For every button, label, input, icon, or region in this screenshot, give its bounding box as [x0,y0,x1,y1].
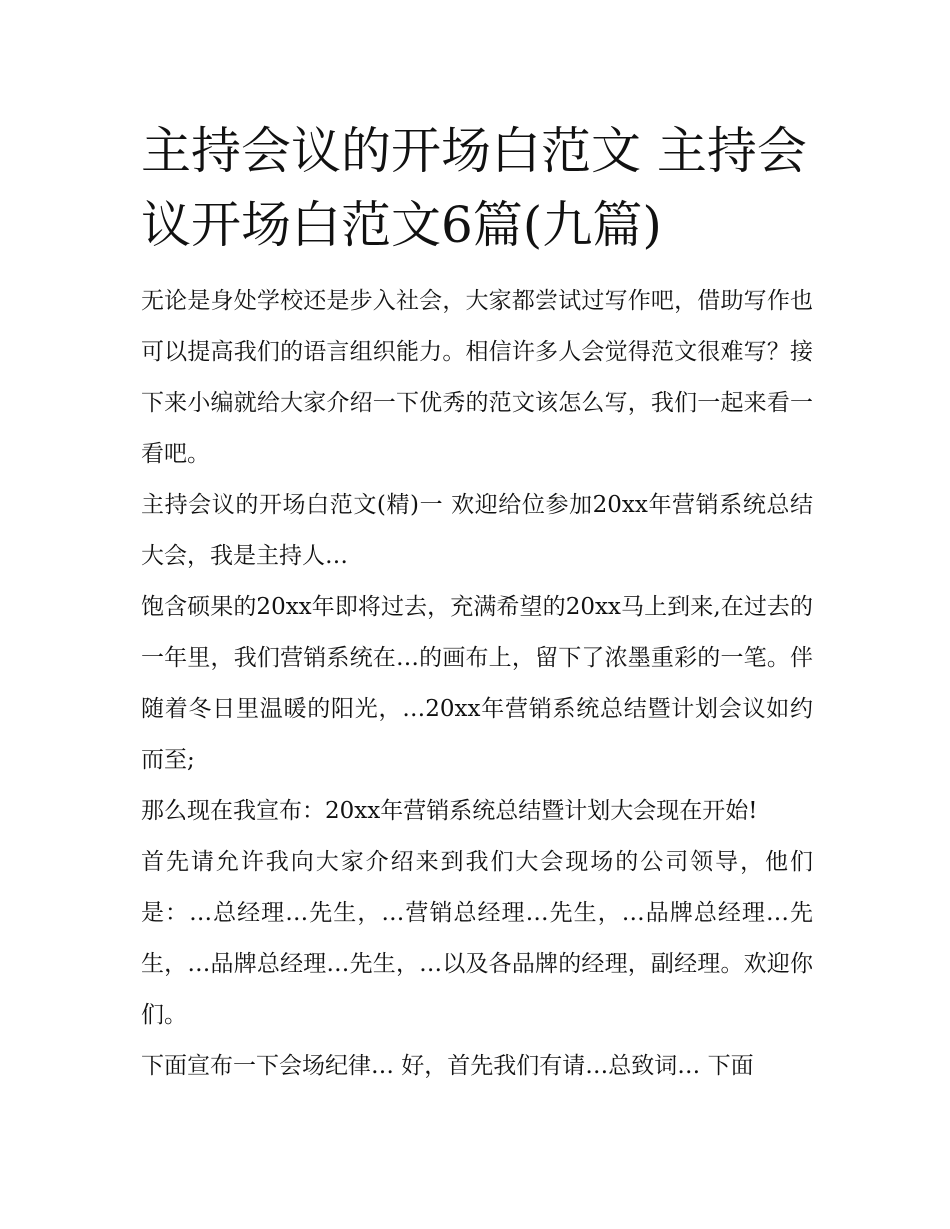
paragraph-intro: 无论是身处学校还是步入社会，大家都尝试过写作吧，借助写作也可以提高我们的语言组织能力。相信许多人会觉得范文很难写？接下来小编就给大家介绍一下优秀的范文该怎么写，我们一起来看一看吧。 [141,288,813,467]
paragraph-discipline: 下面宣布一下会场纪律… 好，首先我们有请…总致词… 下面 [141,1053,754,1079]
paragraph-introductions: 首先请允许我向大家介绍来到我们大会现场的公司领导，他们是：…总经理…先生，…营销总经理…先生，…品牌总经理…先生，…品牌总经理…先生，…以及各品牌的经理，副经理。欢迎你们。 [141,849,813,1028]
document-body [141,276,813,1092]
paragraph-opening: 主持会议的开场白范文(精)一 欢迎给位参加20xx年营销系统总结大会，我是主持人… [141,492,813,569]
document-page [141,114,813,1092]
paragraph-announcement: 那么现在我宣布：20xx年营销系统总结暨计划大会现在开始! [141,798,758,824]
document-title: 主持会议的开场白范文 主持会议开场白范文6篇(九篇) [141,122,807,254]
paragraph-year-review: 饱含硕果的20xx年即将过去，充满希望的20xx马上到来,在过去的一年里，我们营销系统在…的画布上，留下了浓墨重彩的一笔。伴随着冬日里温暖的阳光，…20xx年营销系统总结暨计划会议如约而至; [141,594,813,773]
